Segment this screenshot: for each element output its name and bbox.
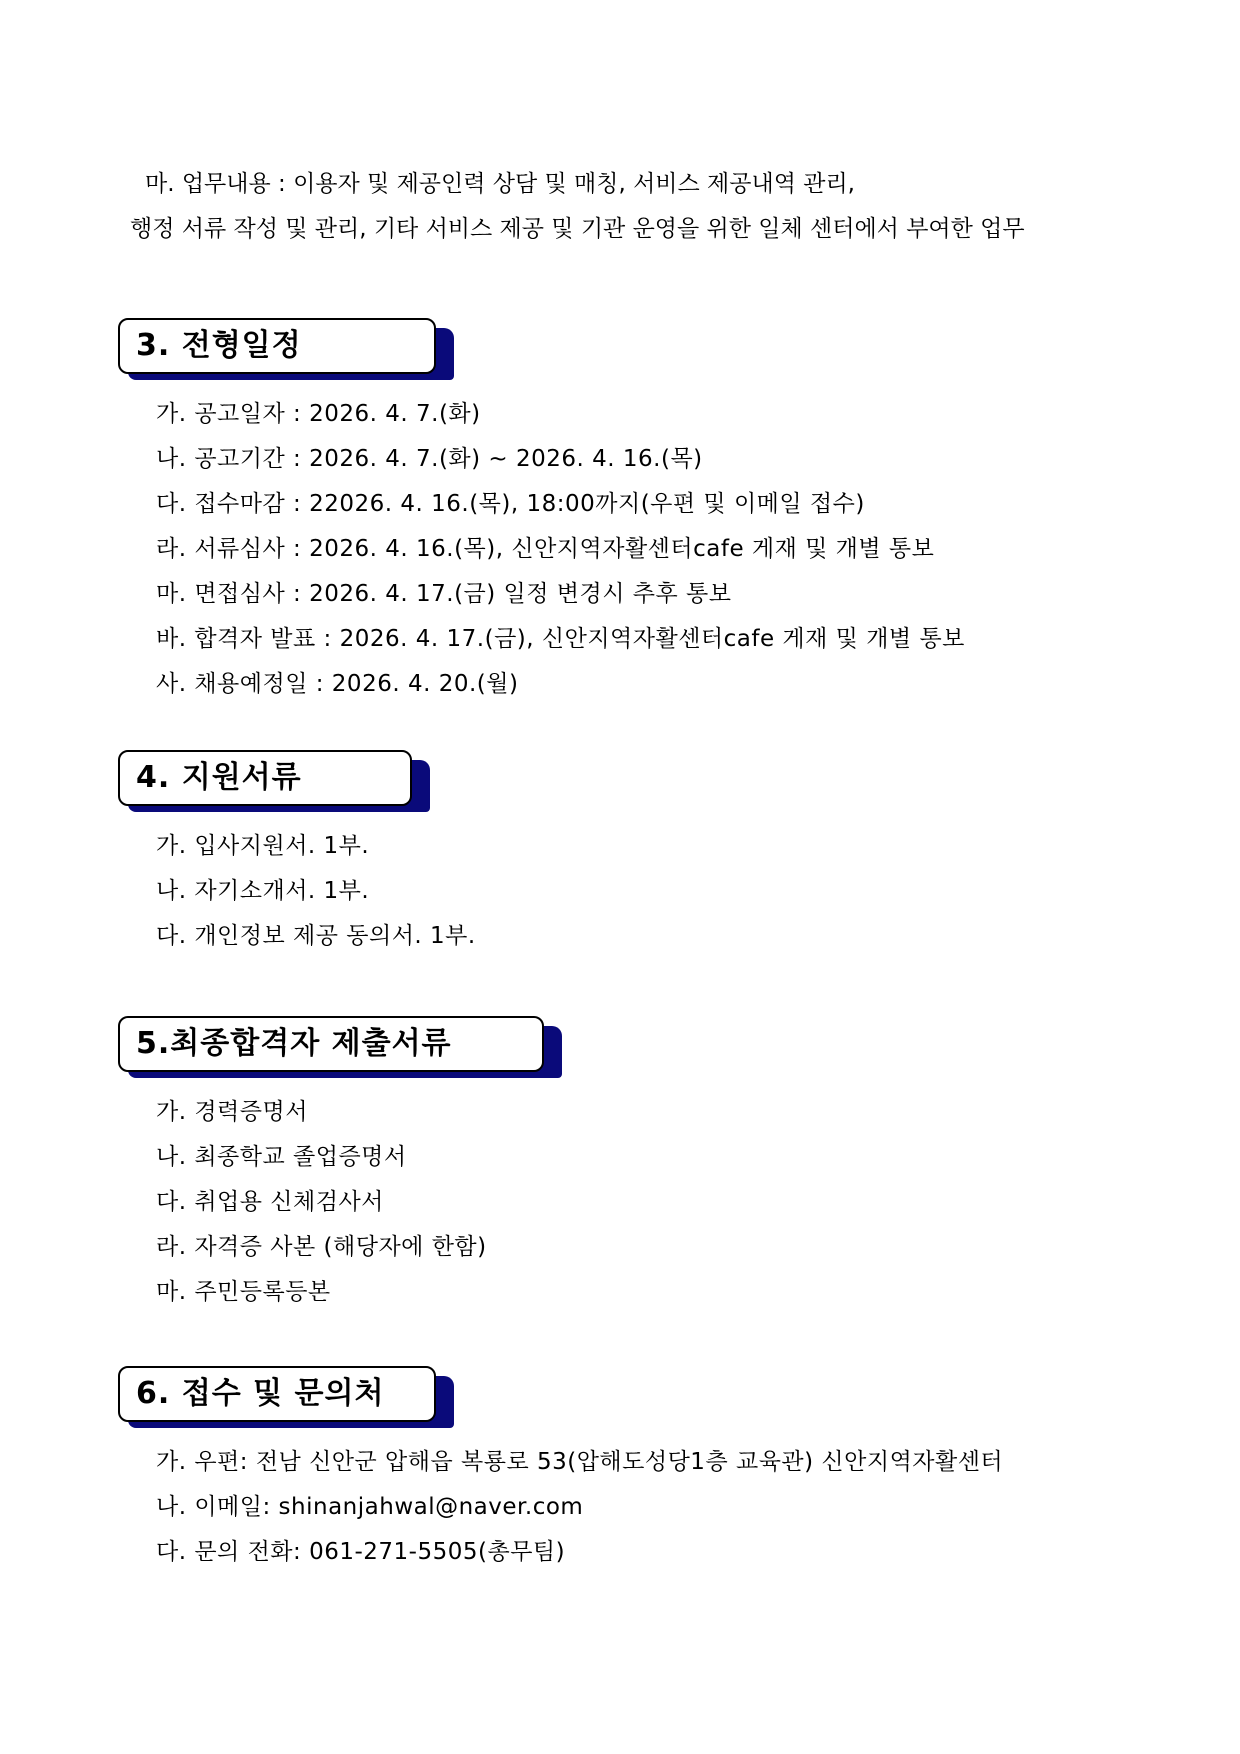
section-title: 5.최종합격자 제출서류	[136, 1026, 452, 1061]
list-item: 가. 공고일자 : 2026. 4. 7.(화)	[156, 401, 481, 427]
section-title: 6. 접수 및 문의처	[136, 1376, 385, 1411]
section-schedule	[118, 318, 965, 707]
job-duties-paragraph	[130, 168, 1110, 246]
list-item: 마. 주민등록등본	[156, 1279, 331, 1305]
section-title: 4. 지원서류	[136, 760, 302, 795]
list-item: 가. 입사지원서. 1부.	[156, 833, 370, 859]
duties-line-1: 마. 업무내용 : 이용자 및 제공인력 상담 및 매칭, 서비스 제공내역 관리,	[145, 171, 855, 197]
list-item: 다. 취업용 신체검사서	[156, 1189, 384, 1215]
section-item-list	[156, 824, 476, 959]
section-contact	[118, 1366, 1003, 1575]
section-title: 3. 전형일정	[136, 328, 302, 363]
section-heading	[118, 1366, 1003, 1426]
section-item-list	[156, 1440, 1003, 1575]
section-application-documents	[118, 750, 476, 959]
list-item: 다. 개인정보 제공 동의서. 1부.	[156, 923, 476, 949]
list-item: 나. 최종학교 졸업증명서	[156, 1144, 407, 1170]
section-final-documents	[118, 1016, 487, 1315]
list-item: 마. 면접심사 : 2026. 4. 17.(금) 일정 변경시 추후 통보	[156, 581, 732, 607]
list-item-postal-address: 가. 우편: 전남 신안군 압해읍 복룡로 53(압해도성당1층 교육관) 신안지역자활센터	[156, 1449, 1004, 1475]
section-heading	[118, 318, 965, 378]
list-item: 라. 자격증 사본 (해당자에 한함)	[156, 1234, 487, 1260]
list-item-email: 나. 이메일: shinanjahwal@naver.com	[156, 1494, 584, 1520]
list-item: 바. 합격자 발표 : 2026. 4. 17.(금), 신안지역자활센터cafe 게재 및 개별 통보	[156, 626, 965, 652]
list-item: 가. 경력증명서	[156, 1099, 308, 1125]
section-heading	[118, 750, 476, 810]
duties-line-2: 행정 서류 작성 및 관리, 기타 서비스 제공 및 기관 운영을 위한 일체 센터에서 부여한 업무	[130, 216, 1025, 242]
list-item: 나. 공고기간 : 2026. 4. 7.(화) ~ 2026. 4. 16.(목)	[156, 446, 703, 472]
section-heading	[118, 1016, 487, 1076]
list-item: 라. 서류심사 : 2026. 4. 16.(목), 신안지역자활센터cafe 게재 및 개별 통보	[156, 536, 935, 562]
list-item-phone: 다. 문의 전화: 061-271-5505(총무팀)	[156, 1539, 566, 1565]
section-item-list	[156, 1090, 487, 1315]
section-item-list	[156, 392, 965, 707]
list-item: 다. 접수마감 : 22026. 4. 16.(목), 18:00까지(우편 및 이메일 접수)	[156, 491, 865, 517]
list-item: 사. 채용예정일 : 2026. 4. 20.(월)	[156, 671, 519, 697]
list-item: 나. 자기소개서. 1부.	[156, 878, 370, 904]
